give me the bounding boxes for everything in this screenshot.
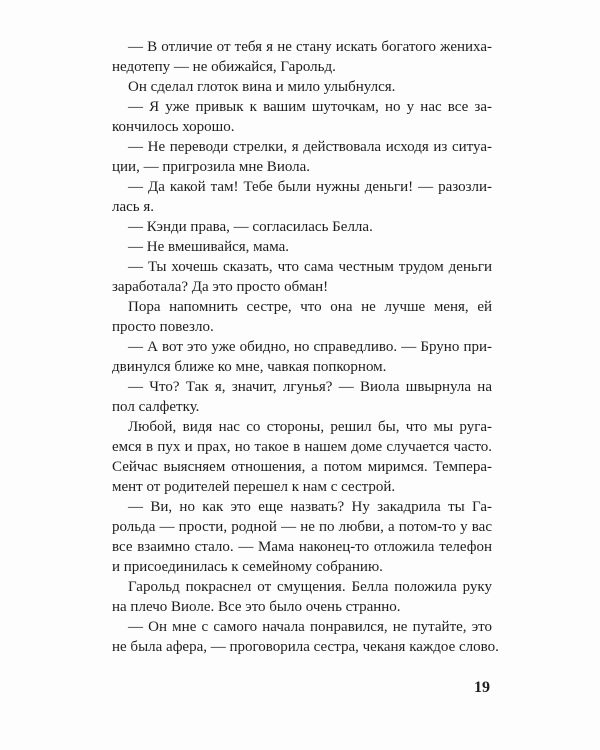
text-line: Пора напомнить сестре, что она не лучше меня, ей <box>128 299 492 315</box>
text-line: рольда — прости, родной — не по любви, а потом-то у вас <box>112 519 492 535</box>
text-line: Любой, видя нас со стороны, решил бы, что мы руга- <box>128 419 492 435</box>
text-line: — А вот это уже обидно, но справедливо. — Бруно при- <box>128 339 492 355</box>
text-line: — Я уже привык к вашим шуточкам, но у нас все за- <box>128 99 492 115</box>
text-line: заработала? Да это просто обман! <box>112 279 329 295</box>
text-line: мент от родителей перешел к нам с сестрой. <box>112 479 396 495</box>
text-line: пол салфетку. <box>112 399 200 415</box>
text-line: лась я. <box>112 199 155 215</box>
text-line: ции, — пригрозила мне Виола. <box>112 159 311 175</box>
text-line: и присоединилась к семейному собранию. <box>112 559 383 575</box>
text-line: емся в пух и прах, но такое в нашем доме случается часто. <box>112 439 492 455</box>
text-line: не была афера, — проговорила сестра, чеканя каждое слово. <box>112 639 499 655</box>
text-line: на плечо Виоле. Все это было очень странно. <box>112 599 401 615</box>
text-line: Сейчас выясняем отношения, а потом миримся. Темпера- <box>112 459 492 475</box>
text-line: Гарольд покраснел от смущения. Белла положила руку <box>128 579 492 595</box>
text-line: — Не переводи стрелки, я действовала исходя из ситуа- <box>128 139 492 155</box>
text-line: — Что? Так я, значит, лгунья? — Виола швырнула на <box>128 379 492 395</box>
text-line: просто повезло. <box>112 319 214 335</box>
page-number: 19 <box>474 679 490 696</box>
text-line: — Ты хочешь сказать, что сама честным трудом деньги <box>128 259 492 275</box>
text-line: — Кэнди права, — согласилась Белла. <box>128 219 373 235</box>
text-line: кончилось хорошо. <box>112 119 235 135</box>
text-line: Он сделал глоток вина и мило улыбнулся. <box>128 79 396 95</box>
text-line: недотепу — не обижайся, Гарольд. <box>112 59 336 75</box>
text-line: все взаимно стало. — Мама наконец-то отложила телефон <box>112 539 492 555</box>
text-line: — Не вмешивайся, мама. <box>128 239 290 255</box>
text-line: — В отличие от тебя я не стану искать богатого жениха- <box>128 39 492 55</box>
text-line: двинулся ближе ко мне, чавкая попкорном. <box>112 359 387 375</box>
text-line: — Он мне с самого начала понравился, не путайте, это <box>128 619 492 635</box>
text-line: — Да какой там! Тебе были нужны деньги! — разозли- <box>128 179 492 195</box>
text-line: — Ви, но как это еще назвать? Ну закадрила ты Га- <box>128 499 492 515</box>
